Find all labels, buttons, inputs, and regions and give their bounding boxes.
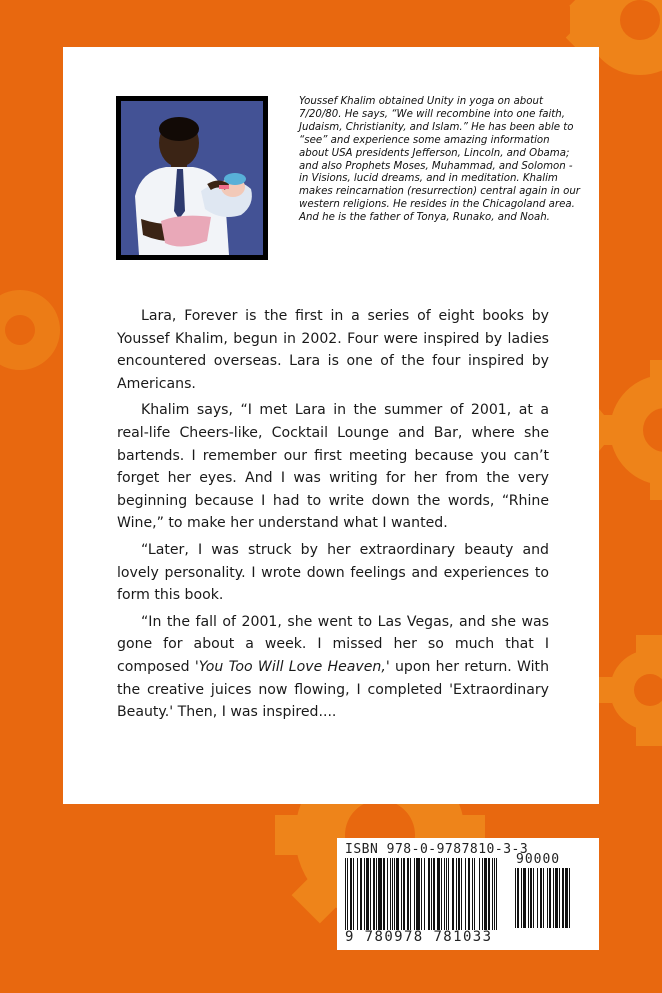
description-paragraph-3: “Later, I was struck by her extraordinary beauty and lovely personality. I wrote down feelings and experiences to form this book.	[117, 541, 549, 604]
book-description	[117, 305, 549, 728]
paragraph-4-end: ' upon her return. With the creative juices now flowing, I completed 'Extraordinary Beauty.' Then, I was inspired....	[117, 658, 550, 721]
song-title: You Too Will Love Heaven,	[198, 658, 386, 675]
description-paragraph-4	[117, 611, 549, 724]
barcode-digits: 9 780978 781033	[345, 929, 493, 945]
description-paragraph-2: Khalim says, “I met Lara in the summer of 2001, at a real-life Cheers-like, Cocktail Lounge and Bar, where she bartends. I remember our first meeting because you can’t forget her eyes. And I was writing for her from the very beginning because I had to write down the words, “Rhine Wine,” to make her understand what I wanted.	[117, 402, 549, 532]
author-portrait-image	[121, 101, 263, 255]
description-paragraph-1: Lara, Forever is the first in a series of eight books by Youssef Khalim, begun in 2002. Four were inspired by ladies encountered overseas. Lara is one of the four inspired by Americans.	[117, 308, 549, 392]
isbn-barcode	[345, 858, 505, 930]
author-bio: Youssef Khalim obtained Unity in yoga on about 7/20/80. He says, “We will recombine into one faith, Judaism, Christianity, and Islam.” He has been able to “see” and experience some amazing information about USA presidents Jefferson, Lincoln, and Obama; and also Prophets Moses, Muhammad, and Solomon - in Visions, lucid dreams, and in meditation. Khalim makes reincarnation (resurrection) central again in our western religions. He resides in the Chicagoland area. And he is the father of Tonya, Runako, and Noah.	[299, 96, 580, 224]
price-barcode	[515, 868, 591, 928]
isbn-label: ISBN 978-0-9787810-3-3	[345, 842, 529, 857]
isbn-barcode-box	[337, 838, 599, 950]
author-photo	[116, 96, 268, 260]
price-code: 90000	[516, 852, 561, 867]
paragraph-4-start: “In the fall of 2001, she went to Las Vegas, and she was gone for about a week. I missed her so much that I composed '	[117, 613, 549, 675]
back-cover-panel	[63, 47, 599, 804]
